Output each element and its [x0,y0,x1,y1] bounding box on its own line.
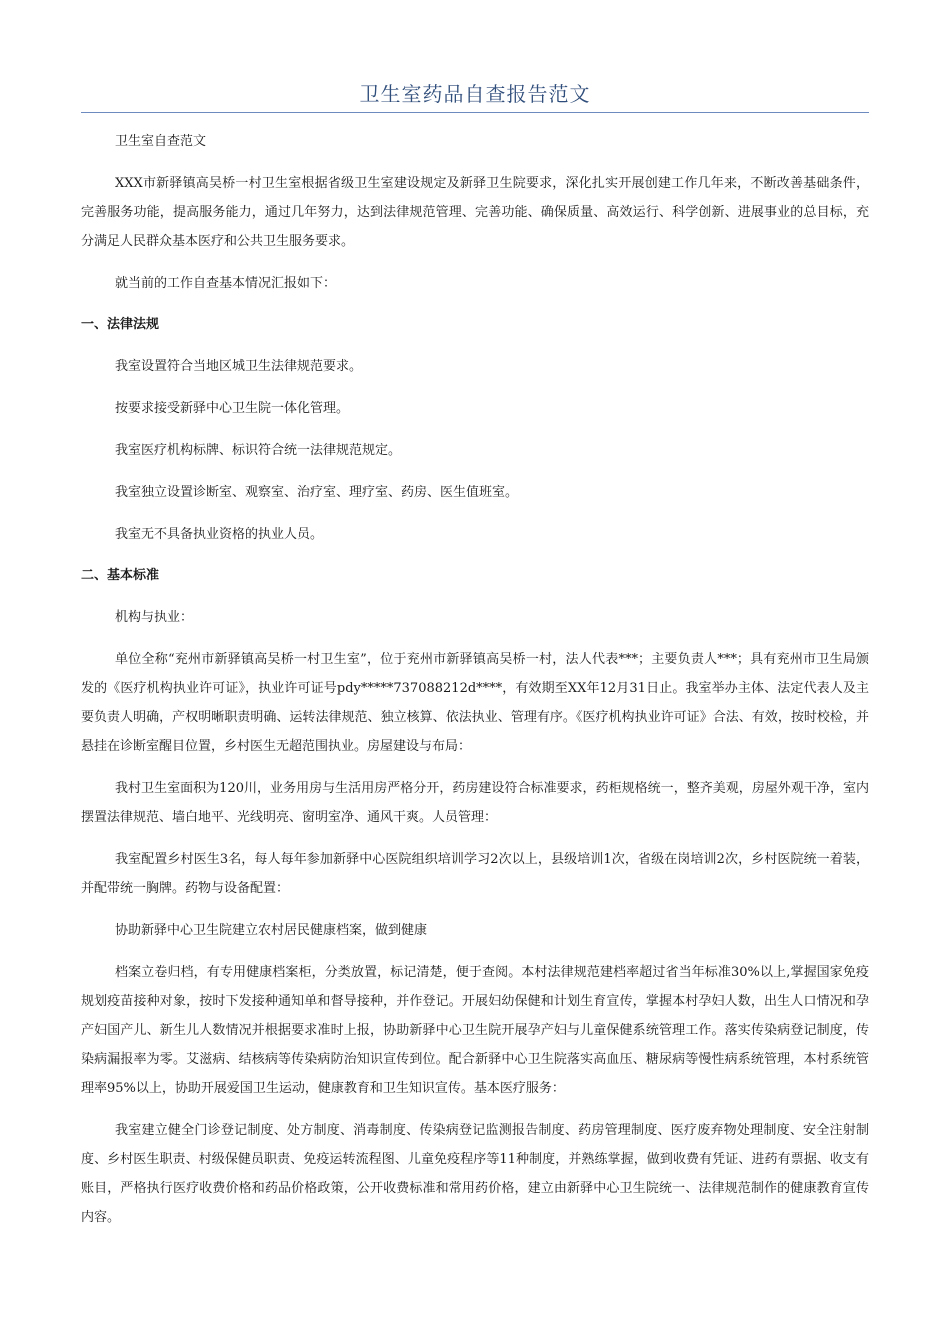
paragraph: 单位全称“兖州市新驿镇高吴桥一村卫生室”，位于兖州市新驿镇高吴桥一村，法人代表***；主要负责人***；具有兖州市卫生局颁发的《医疗机构执业许可证》，执业许可证号pdy*****737088212d****，有效期至XX年12月31日止。我室举办主体、法定代表人及主要负责人明确，产权明晰职责明确、运转法律规范、独立核算、依法执业、管理有序。《医疗机构执业许可证》合法、有效，按时校检，并悬挂在诊断室醒目位置，乡村医生无超范围执业。房屋建设与布局： [81,652,869,754]
document-title: 卫生室药品自查报告范文 [359,82,591,106]
section-heading: 二、基本标准 [81,568,160,583]
document-page [81,76,869,1245]
paragraph: 协助新驿中心卫生院建立农村居民健康档案，做到健康 [115,923,428,938]
paragraph: 机构与执业： [115,610,194,625]
paragraph: 档案立卷归档，有专用健康档案柜，分类放置，标记清楚，便于查阅。本村法律规范建档率超过省当年标准30%以上,掌握国家免疫规划疫苗接种对象，按时下发接种通知单和督导接种，并作登记。开展妇幼保健和计划生育宣传，掌握本村孕妇人数，出生人口情况和孕产妇国产儿、新生儿人数情况并根据要求准时上报，协助新驿中心卫生院开展孕产妇与儿童保健系统管理工作。落实传染病登记制度，传染病漏报率为零。艾滋病、结核病等传染病防治知识宣传到位。配合新驿中心卫生院落实高血压、糖尿病等慢性病系统管理，本村系统管理率95%以上，协助开展爱国卫生运动，健康教育和卫生知识宣传。基本医疗服务： [81,965,869,1096]
paragraph: 我室无不具备执业资格的执业人员。 [115,527,324,542]
paragraph: 我室配置乡村医生3名，每人每年参加新驿中心医院组织培训学习2次以上，县级培训1次，省级在岗培训2次，乡村医院统一着装，并配带统一胸牌。药物与设备配置： [81,852,869,896]
section-heading: 一、法律法规 [81,317,160,332]
paragraph: 我室独立设置诊断室、观察室、治疗室、理疗室、药房、医生值班室。 [115,485,519,500]
intro-heading: 卫生室自查范文 [115,134,207,149]
paragraph: 我室建立健全门诊登记制度、处方制度、消毒制度、传染病登记监测报告制度、药房管理制度、医疗废弃物处理制度、安全注射制度、乡村医生职责、村级保健员职责、免疫运转流程图、儿童免疫程序等11种制度，并熟练掌握，做到收费有凭证、进药有票据、收支有账目，严格执行医疗收费价格和药品价格政策，公开收费标准和常用药价格，建立由新驿中心卫生院统一、法律规范制作的健康教育宣传内容。 [81,1123,869,1225]
paragraph: 按要求接受新驿中心卫生院一体化管理。 [115,401,350,416]
paragraph: 就当前的工作自查基本情况汇报如下： [115,276,337,291]
paragraph: 我室设置符合当地区城卫生法律规范要求。 [115,359,363,374]
paragraph: 我室医疗机构标牌、标识符合统一法律规范规定。 [115,443,402,458]
paragraph: 我村卫生室面积为120川，业务用房与生活用房严格分开，药房建设符合标准要求，药柜规格统一，整齐美观，房屋外观干净，室内摆置法律规范、墙白地平、光线明亮、窗明室净、通风干爽。人员管理： [81,781,869,825]
title-underline [81,112,869,113]
paragraph: XXX市新驿镇高吴桥一村卫生室根据省级卫生室建设规定及新驿卫生院要求，深化扎实开展创建工作几年来，不断改善基础条件，完善服务功能，提高服务能力，通过几年努力，达到法律规范管理、完善功能、确保质量、高效运行、科学创新、进展事业的总目标，充分满足人民群众基本医疗和公共卫生服务要求。 [81,176,869,249]
